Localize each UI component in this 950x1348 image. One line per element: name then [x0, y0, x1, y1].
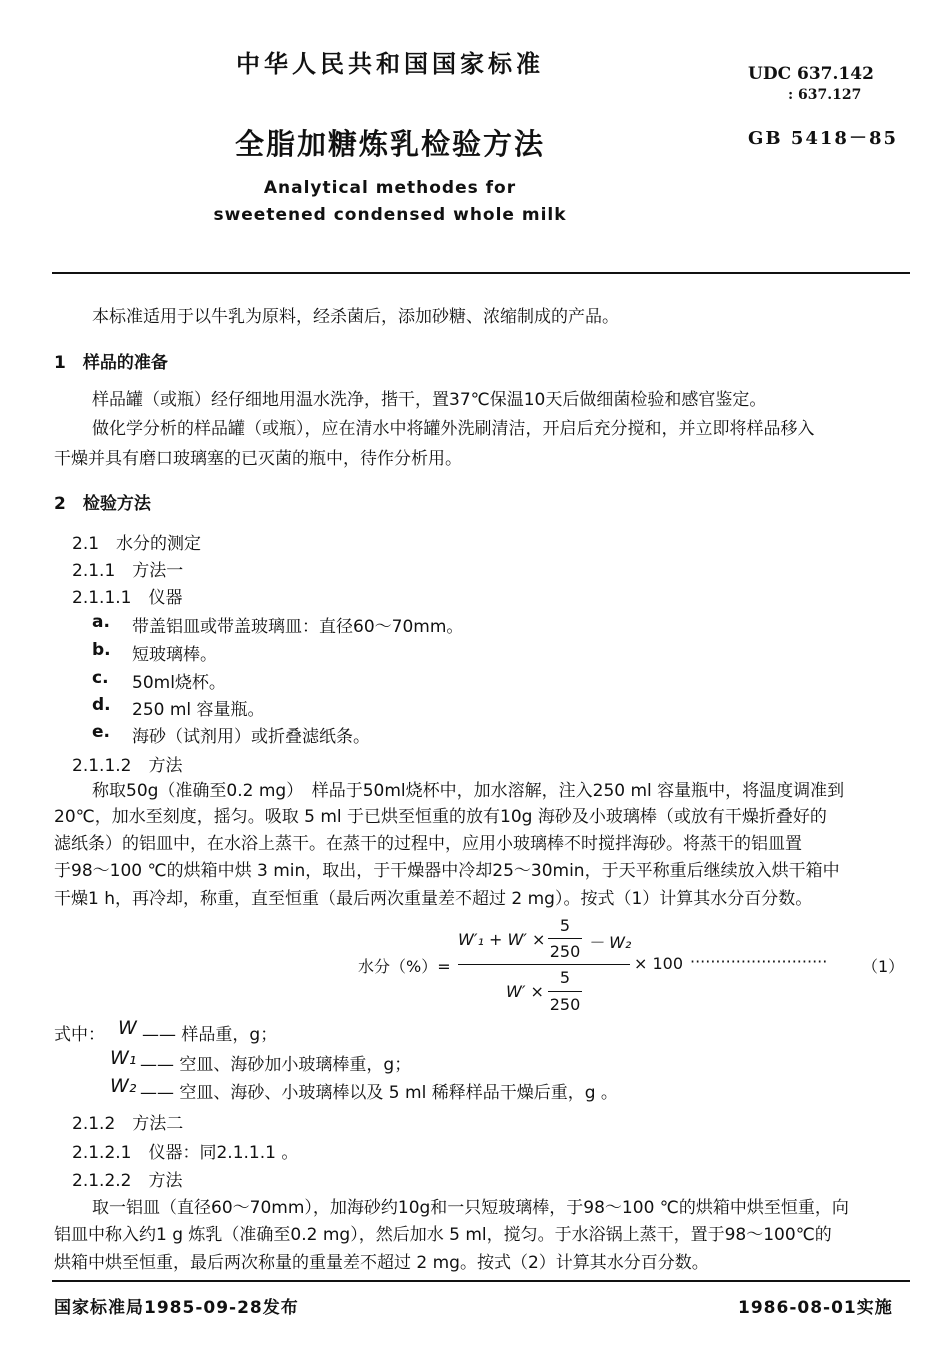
method-line: 烘箱中烘至恒重，最后两次称量的重量差不超过 2 mg。按式（2）计算其水分百分数。	[54, 1253, 709, 1273]
symbol-w2: W₂	[110, 1075, 137, 1097]
list-item: 海砂（试剂用）或折叠滤纸条。	[132, 727, 370, 747]
document-title: 全脂加糖炼乳检验方法	[234, 127, 545, 161]
formula-main-fraction-bar	[458, 964, 630, 965]
subsection-2-1-2-1: 2.1.2.1 仪器：同2.1.1.1 。	[72, 1143, 299, 1163]
numerator-fraction-bottom: 250	[549, 942, 581, 961]
subsection-2-1-1-2: 2.1.1.2 方法	[72, 756, 183, 776]
section-1-para-2a: 做化学分析的样品罐（或瓶），应在清水中将罐外洗刷清洁，开启后充分搅和，并立即将样品移入	[92, 419, 815, 439]
section-1-para-2b: 干燥并具有磨口玻璃塞的已灭菌的瓶中，待作分析用。	[54, 449, 462, 469]
symbol-w1-definition: —— 空皿、海砂加小玻璃棒重，g；	[140, 1055, 412, 1075]
method-line: 取一铝皿（直径60～70mm），加海砂约10g和一只短玻璃棒，于98～100 ℃的烘箱中烘至恒重，向	[92, 1198, 849, 1218]
udc-code-2: : 637.127	[788, 87, 862, 103]
formula-number: （1）	[862, 957, 905, 976]
method-line: 于98～100 ℃的烘箱中烘 3 min，取出，于干燥器中冷却25～30min，于天平称重后继续放入烘干箱中	[54, 861, 840, 881]
udc-code: UDC 637.142	[748, 64, 874, 84]
method-line: 干燥1 h，再冷却，称重，直至恒重（最后两次重量差不超过 2 mg）。按式（1）计算其水分百分数。	[54, 889, 813, 909]
english-title-line-2: sweetened condensed whole milk	[213, 205, 567, 225]
section-1-heading: 1 样品的准备	[54, 353, 168, 373]
symbol-w1: W₁	[110, 1047, 137, 1069]
symbol-w-definition: —— 样品重，g；	[142, 1025, 278, 1045]
formula-lhs: 水分（%）=	[358, 957, 451, 976]
denominator-fraction-bar	[548, 991, 582, 992]
effective-date: 1986-08-01实施	[738, 1298, 893, 1318]
formula-leader-dots: ···························	[690, 952, 828, 971]
method-line: 滤纸条）的铝皿中，在水浴上蒸干。在蒸干的过程中，应用小玻璃棒不时搅拌海砂。将蒸干的铝皿置	[54, 834, 802, 854]
numerator-fraction-top: 5	[559, 916, 571, 935]
subsection-2-1-2: 2.1.2 方法二	[72, 1114, 184, 1134]
scope-paragraph: 本标准适用于以牛乳为原料，经杀菌后，添加砂糖、浓缩制成的产品。	[92, 307, 619, 327]
where-label: 式中：	[54, 1025, 105, 1045]
method-line: 20℃，加水至刻度，摇匀。吸取 5 ml 于已烘至恒重的放有10g 海砂及小玻璃棒（或放有干燥折叠好的	[54, 807, 827, 827]
list-item-mark: d.	[92, 695, 111, 715]
method-line: 铝皿中称入约1 g 炼乳（准确至0.2 mg），然后加水 5 ml，搅匀。于水浴锅上蒸干，置于98～100℃的	[54, 1225, 832, 1245]
denominator-fraction-top: 5	[559, 968, 571, 987]
subsection-2-1: 2.1 水分的测定	[72, 534, 202, 554]
footer-rule	[52, 1280, 910, 1282]
standard-number: GB 5418－85	[748, 128, 898, 149]
list-item: 50ml烧杯。	[132, 673, 226, 693]
subsection-2-1-2-2: 2.1.2.2 方法	[72, 1171, 183, 1191]
subsection-2-1-1-1: 2.1.1.1 仪器	[72, 588, 183, 608]
issuer-heading: 中华人民共和国国家标准	[236, 50, 544, 78]
formula-numerator-tail: － W₂	[588, 933, 632, 952]
subsection-2-1-1: 2.1.1 方法一	[72, 561, 184, 581]
header-rule	[52, 272, 910, 274]
list-item-mark: e.	[92, 722, 110, 742]
method-line: 称取50g（准确至0.2 mg） 样品于50ml烧杯中，加水溶解，注入250 ml 容量瓶中，将温度调准到	[92, 781, 845, 801]
list-item: 短玻璃棒。	[132, 645, 217, 665]
section-2-heading: 2 检验方法	[54, 494, 151, 514]
denominator-fraction-bottom: 250	[549, 995, 581, 1014]
issue-date: 国家标准局1985-09-28发布	[54, 1298, 299, 1318]
formula-multiplier: × 100	[634, 954, 684, 973]
list-item-mark: b.	[92, 640, 111, 660]
symbol-w2-definition: —— 空皿、海砂、小玻璃棒以及 5 ml 稀释样品干燥后重，g 。	[140, 1083, 618, 1103]
symbol-w: W	[118, 1017, 137, 1039]
english-title-line-1: Analytical methodes for	[263, 178, 517, 198]
section-1-para-1: 样品罐（或瓶）经仔细地用温水洗净，揩干，置37℃保温10天后做细菌检验和感官鉴定。	[92, 390, 767, 410]
list-item: 带盖铝皿或带盖玻璃皿：直径60～70mm。	[132, 617, 464, 637]
formula-numerator: W′₁ + W′ ×	[458, 930, 546, 949]
numerator-fraction-bar	[548, 938, 582, 939]
formula-denominator: W′ ×	[506, 982, 544, 1001]
list-item: 250 ml 容量瓶。	[132, 700, 265, 720]
list-item-mark: c.	[92, 668, 109, 688]
list-item-mark: a.	[92, 612, 110, 632]
